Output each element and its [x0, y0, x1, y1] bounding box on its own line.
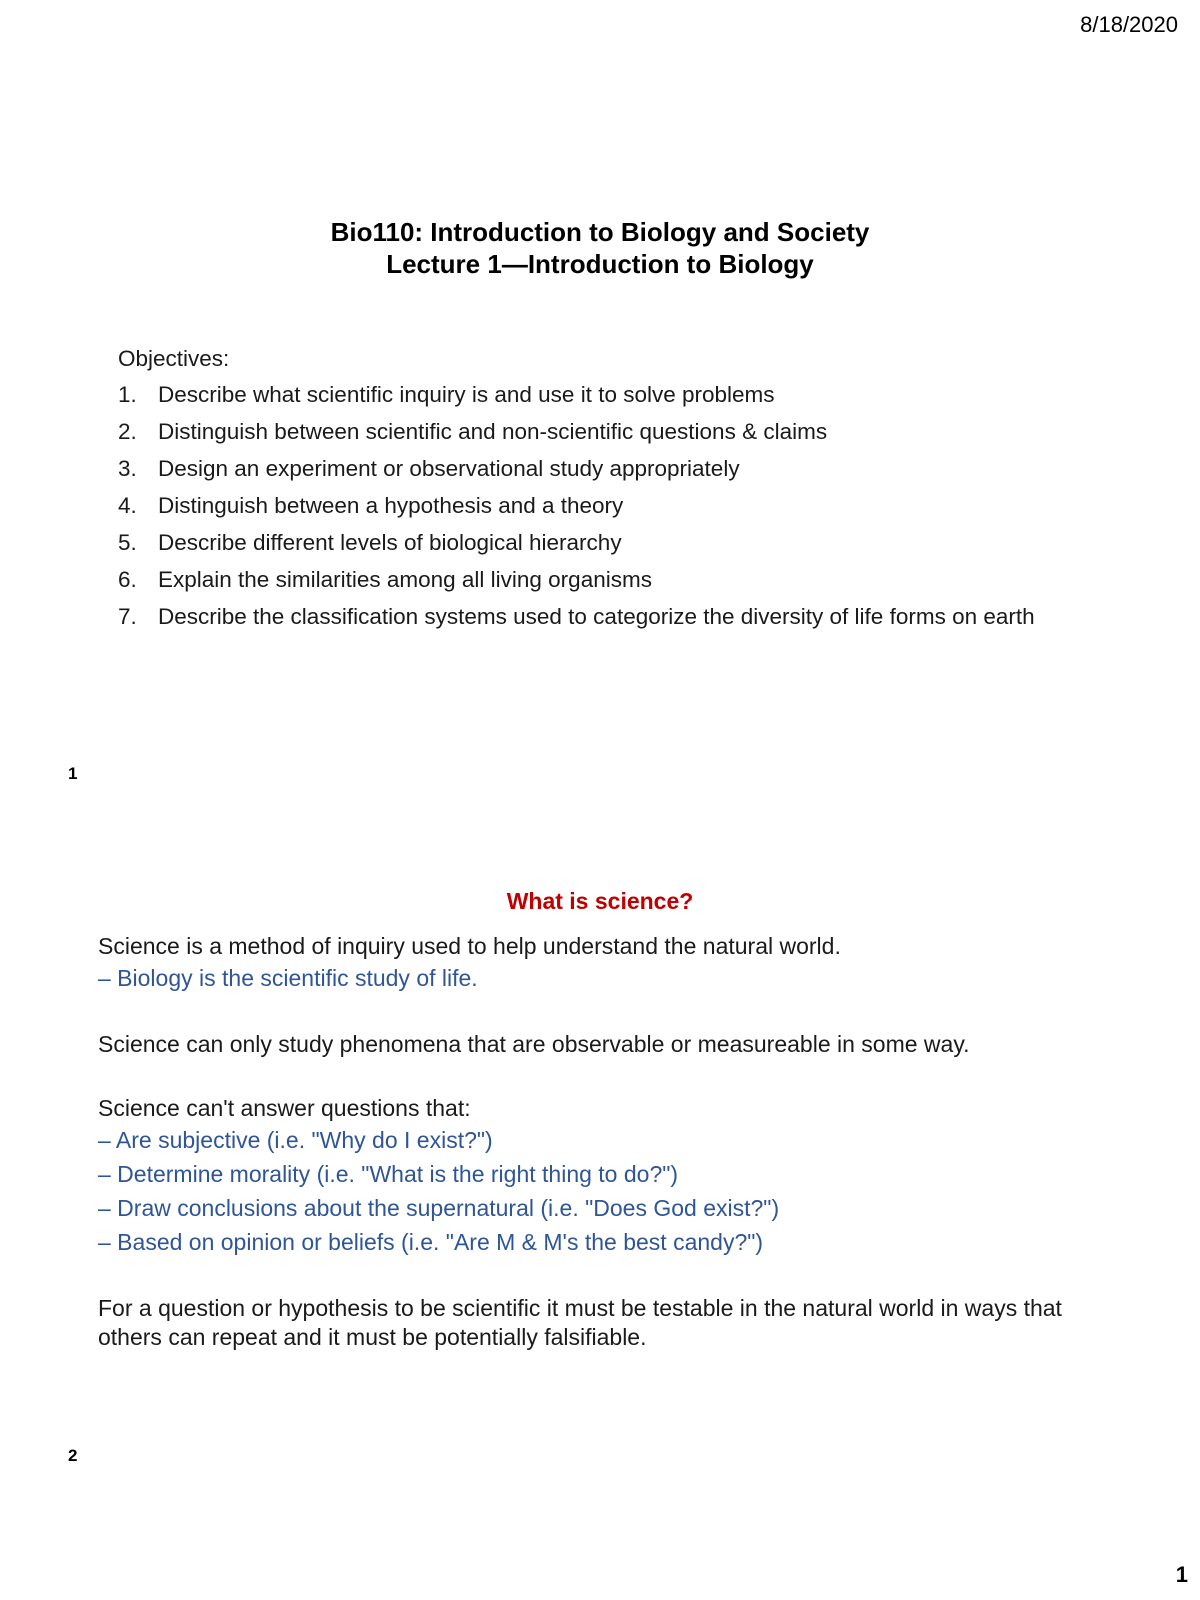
science-scope: Science can only study phenomena that are observable or measureable in some way. [98, 1031, 970, 1057]
objective-item: 4. Distinguish between a hypothesis and a theory [118, 493, 624, 518]
slide-number: 2 [68, 1446, 78, 1465]
objective-item: 3. Design an experiment or observational study appropriately [118, 456, 740, 481]
objectives-section [118, 344, 1058, 641]
science-limits-heading: Science can't answer questions that: [98, 1095, 471, 1121]
scientific-hypothesis-criteria: For a question or hypothesis to be scientific it must be testable in the natural world in ways that others can repeat and it must be potentially falsifiable. [98, 1295, 1062, 1350]
course-title: Bio110: Introduction to Biology and Society [330, 217, 870, 247]
objective-item: 5. Describe different levels of biological hierarchy [118, 530, 622, 555]
objective-item: 7. Describe the classification systems used to categorize the diversity of life forms on earth [118, 604, 1035, 629]
objectives-heading: Objectives: [118, 346, 230, 371]
slide-number: 1 [68, 764, 78, 783]
science-limit-item: – Based on opinion or beliefs (i.e. "Are M & M's the best candy?") [98, 1229, 764, 1255]
science-limit-item: – Determine morality (i.e. "What is the right thing to do?") [98, 1161, 679, 1187]
objectives-list [118, 382, 1058, 629]
science-limit-item: – Draw conclusions about the supernatural (i.e. "Does God exist?") [98, 1195, 780, 1221]
slide2-title: What is science? [506, 888, 694, 914]
slide2-body [98, 932, 1098, 1352]
objective-item: 6. Explain the similarities among all living organisms [118, 567, 652, 592]
objective-item: 1. Describe what scientific inquiry is and use it to solve problems [118, 382, 775, 407]
science-definition: Science is a method of inquiry used to help understand the natural world. [98, 933, 841, 959]
biology-definition: – Biology is the scientific study of life. [98, 965, 478, 991]
page-number: 1 [1175, 1562, 1188, 1587]
slide1-title [0, 216, 1200, 280]
print-date: 8/18/2020 [1080, 12, 1178, 37]
science-limit-item: – Are subjective (i.e. "Why do I exist?") [98, 1127, 493, 1153]
lecture-title: Lecture 1—Introduction to Biology [386, 249, 814, 279]
objective-item: 2. Distinguish between scientific and non-scientific questions & claims [118, 419, 828, 444]
